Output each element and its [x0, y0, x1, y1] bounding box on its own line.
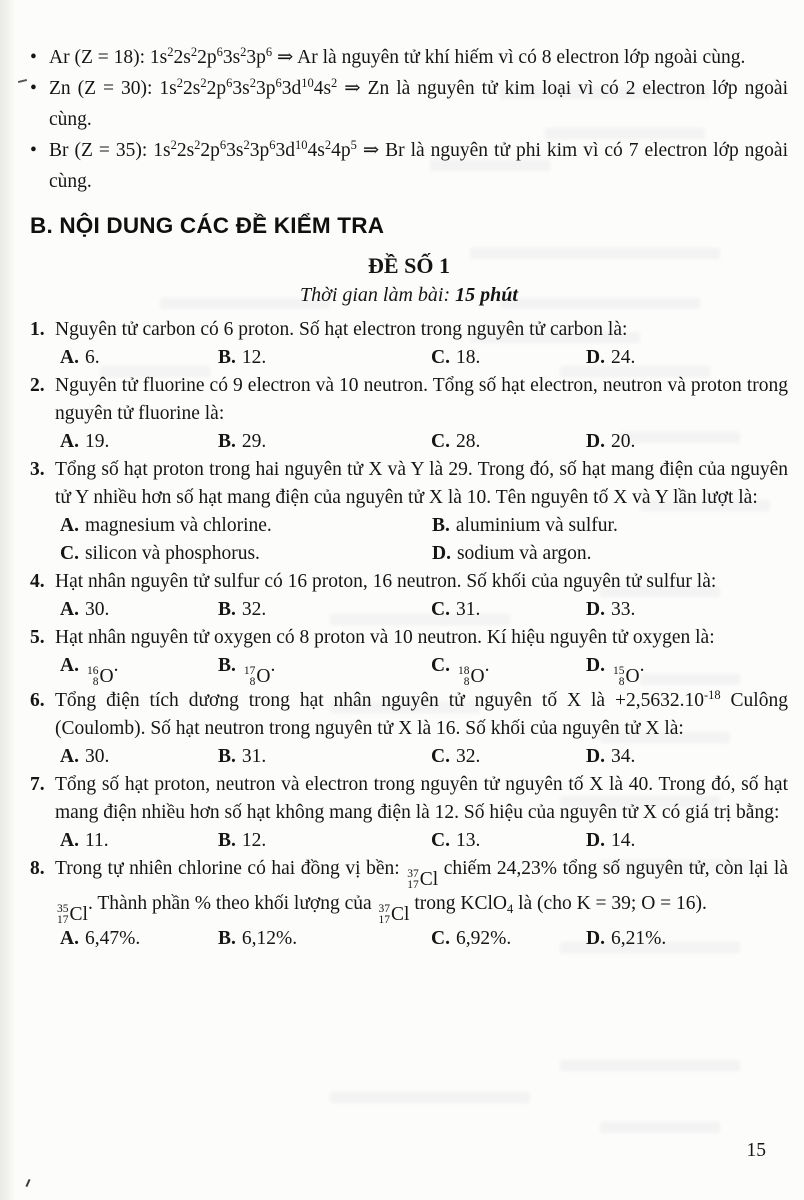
option-label: C. — [60, 543, 79, 564]
question-2 — [30, 372, 788, 456]
question-number: 6. — [30, 690, 45, 711]
option-C — [431, 428, 586, 456]
question-content — [55, 456, 788, 568]
question-content — [55, 855, 788, 953]
option-value: 30. — [84, 746, 110, 767]
option-label: A. — [60, 347, 79, 368]
option-value: 31. — [241, 746, 267, 767]
option-value: 18 8 O . — [457, 655, 490, 688]
isotope-notation: 16 8 O — [86, 665, 114, 688]
question-8 — [30, 855, 788, 953]
question-text: Hạt nhân nguyên tử oxygen có 8 proton và 10 neutron. Kí hiệu nguyên tử oxygen là: — [55, 627, 715, 648]
option-value: 14. — [610, 830, 636, 851]
bullet-text: Br (Z = 35): $1s^22s^22p^63s^23p^63d^{10}4s^24p^5$ ⇒ Br là nguyên tử phi kim vì có 7 electron lớp ngoài cùng. — [49, 138, 788, 192]
option-value: 32. — [455, 746, 481, 767]
option-value: 6. — [84, 347, 100, 368]
question-number: 4. — [30, 571, 45, 592]
option-label: C. — [431, 830, 450, 851]
option-value: 6,21%. — [610, 928, 667, 949]
option-value: 11. — [84, 830, 109, 851]
option-A — [60, 925, 218, 953]
question-text: Hạt nhân nguyên tử sulfur có 16 proton, 16 neutron. Số khối của nguyên tử sulfur là: — [55, 571, 717, 592]
option-label: A. — [60, 830, 79, 851]
option-label: B. — [218, 655, 236, 676]
option-value: 29. — [241, 431, 267, 452]
option-value: 12. — [241, 347, 267, 368]
option-D — [586, 827, 788, 855]
option-label: B. — [218, 830, 236, 851]
option-value: 17 8 O . — [243, 655, 276, 688]
option-label: C. — [431, 431, 450, 452]
question-content — [55, 568, 788, 624]
bullet-item — [30, 73, 788, 135]
option-value: 16 8 O . — [86, 655, 119, 688]
question-content — [55, 624, 788, 687]
option-value: 32. — [241, 599, 267, 620]
option-B — [218, 596, 431, 624]
options-row — [60, 743, 788, 771]
isotope-notation: 37 17 Cl — [378, 903, 410, 926]
question-number: 3. — [30, 459, 45, 480]
option-B — [218, 743, 431, 771]
bullet-text: Ar (Z = 18): $1s^22s^22p^63s^23p^6$ ⇒ Ar là nguyên tử khí hiếm vì có 8 electron lớp ngoài cùng. — [49, 45, 746, 68]
question-list — [30, 316, 788, 953]
option-value: magnesium và chlorine. — [84, 515, 272, 536]
option-C — [431, 652, 586, 687]
question-text: Tổng số hạt proton trong hai nguyên tử X và Y là 29. Trong đó, số hạt mang điện của nguyên tử Y nhiều hơn số hạt mang điện của nguyên tử X là 10. Tên nguyên tố X và Y lần lượt là: — [55, 459, 788, 508]
option-value: 33. — [610, 599, 636, 620]
option-B — [218, 428, 431, 456]
option-label: A. — [60, 655, 79, 676]
question-3 — [30, 456, 788, 568]
question-7 — [30, 771, 788, 855]
question-content — [55, 372, 788, 456]
options-row — [60, 344, 788, 372]
option-A — [60, 827, 218, 855]
option-label: A. — [60, 746, 79, 767]
option-label: D. — [586, 431, 605, 452]
option-D — [586, 743, 788, 771]
option-label: C. — [431, 655, 450, 676]
options-row — [60, 512, 788, 568]
bullet-item — [30, 135, 788, 197]
bleed-through — [600, 1122, 720, 1133]
option-label: D. — [586, 746, 605, 767]
option-D — [432, 540, 788, 568]
option-value: 6,12%. — [241, 928, 298, 949]
option-C — [431, 827, 586, 855]
question-text: Nguyên tử carbon có 6 proton. Số hạt electron trong nguyên tử carbon là: — [55, 319, 628, 340]
option-D — [586, 344, 788, 372]
option-value: 31. — [455, 599, 481, 620]
option-value: 13. — [455, 830, 481, 851]
option-value: 30. — [84, 599, 110, 620]
option-C — [431, 344, 586, 372]
test-duration: Thời gian làm bài: 15 phút — [300, 284, 518, 306]
option-label: B. — [218, 431, 236, 452]
option-A — [60, 428, 218, 456]
bullet-marker: • — [30, 78, 37, 99]
isotope-notation: 37 17 Cl — [407, 868, 439, 891]
question-5 — [30, 624, 788, 687]
option-C — [431, 925, 586, 953]
option-label: B. — [218, 347, 236, 368]
option-value: 12. — [241, 830, 267, 851]
option-B — [218, 652, 431, 687]
question-content — [55, 771, 788, 855]
option-A — [60, 344, 218, 372]
isotope-notation: 15 8 O — [612, 665, 640, 688]
isotope-notation: 17 8 O — [243, 665, 271, 688]
option-B — [218, 925, 431, 953]
option-label: B. — [218, 928, 236, 949]
option-value: 18. — [455, 347, 481, 368]
option-label: A. — [60, 599, 79, 620]
option-value: 15 8 O . — [612, 655, 645, 688]
option-D — [586, 652, 788, 687]
question-4 — [30, 568, 788, 624]
option-label: B. — [218, 599, 236, 620]
question-content — [55, 687, 788, 771]
option-label: A. — [60, 431, 79, 452]
option-value: silicon và phosphorus. — [84, 543, 260, 564]
option-C — [60, 540, 432, 568]
bullet-marker: • — [30, 140, 37, 161]
section-heading: B. NỘI DUNG CÁC ĐỀ KIỂM TRA — [30, 213, 385, 238]
option-A — [60, 512, 432, 540]
option-label: C. — [431, 746, 450, 767]
options-row — [60, 428, 788, 456]
option-label: C. — [431, 347, 450, 368]
question-text: Trong tự nhiên chlorine có hai đồng vị bền: 37 17 Cl chiếm 24,23% tổng số nguyên tử, còn lại là 35 17 Cl . Thành phần % theo khối lượng của 37 17 Cl trong KClO$_4$ là (cho K = 39; O = 16). — [55, 858, 788, 926]
option-label: D. — [432, 543, 451, 564]
bullet-marker: • — [30, 47, 37, 68]
option-D — [586, 925, 788, 953]
option-label: C. — [431, 599, 450, 620]
option-B — [218, 344, 431, 372]
option-value: aluminium và sulfur. — [455, 515, 618, 536]
options-row — [60, 925, 788, 953]
bullet-list — [30, 42, 788, 197]
option-label: D. — [586, 599, 605, 620]
options-row — [60, 596, 788, 624]
bullet-text: Zn (Z = 30): $1s^22s^22p^63s^23p^63d^{10}4s^2$ ⇒ Zn là nguyên tử kim loại vì có 2 electron lớp ngoài cùng. — [49, 76, 788, 130]
option-label: B. — [218, 746, 236, 767]
bleed-through — [560, 1060, 740, 1071]
bleed-through — [330, 1092, 530, 1103]
option-label: D. — [586, 830, 605, 851]
option-value: 24. — [610, 347, 636, 368]
option-A — [60, 743, 218, 771]
question-6 — [30, 687, 788, 771]
option-label: D. — [586, 655, 605, 676]
option-label: C. — [431, 928, 450, 949]
option-label: D. — [586, 347, 605, 368]
option-value: 6,47%. — [84, 928, 141, 949]
option-C — [431, 743, 586, 771]
option-value: 19. — [84, 431, 110, 452]
question-number: 5. — [30, 627, 45, 648]
option-value: 6,92%. — [455, 928, 512, 949]
option-value: 34. — [610, 746, 636, 767]
option-value: 20. — [610, 431, 636, 452]
bullet-item — [30, 42, 788, 73]
page-number: 15 — [746, 1140, 766, 1161]
option-value: 28. — [455, 431, 481, 452]
option-label: D. — [586, 928, 605, 949]
option-A — [60, 596, 218, 624]
question-number: 7. — [30, 774, 45, 795]
question-text: Tổng số hạt proton, neutron và electron trong nguyên tử nguyên tố X là 40. Trong đó, số hạt mang điện nhiều hơn số hạt không mang điện là 12. Số hiệu của nguyên tử X có giá trị bằng: — [55, 774, 788, 823]
option-C — [431, 596, 586, 624]
question-content — [55, 316, 788, 372]
options-row — [60, 652, 788, 687]
option-A — [60, 652, 218, 687]
question-number: 2. — [30, 375, 45, 396]
question-number: 8. — [30, 858, 45, 879]
option-B — [218, 827, 431, 855]
scan-artifact — [25, 1179, 30, 1187]
option-label: A. — [60, 928, 79, 949]
option-value: sodium và argon. — [456, 543, 592, 564]
test-title: ĐỀ SỐ 1 — [368, 253, 450, 278]
option-label: A. — [60, 515, 79, 536]
question-number: 1. — [30, 319, 45, 340]
option-D — [586, 428, 788, 456]
isotope-notation: 35 17 Cl — [57, 903, 88, 926]
option-B — [432, 512, 788, 540]
option-D — [586, 596, 788, 624]
options-row — [60, 827, 788, 855]
isotope-notation: 18 8 O — [457, 665, 485, 688]
question-1 — [30, 316, 788, 372]
question-text: Nguyên tử fluorine có 9 electron và 10 neutron. Tổng số hạt electron, neutron và proton trong nguyên tử fluorine là: — [55, 375, 788, 424]
option-label: B. — [432, 515, 450, 536]
question-text: Tổng điện tích dương trong hạt nhân nguyên tử nguyên tố X là $+2,5632.10^{-18}$ Culông (Coulomb). Số hạt neutron trong nguyên tử X là 16. Số khối của nguyên tử X là: — [55, 688, 788, 739]
